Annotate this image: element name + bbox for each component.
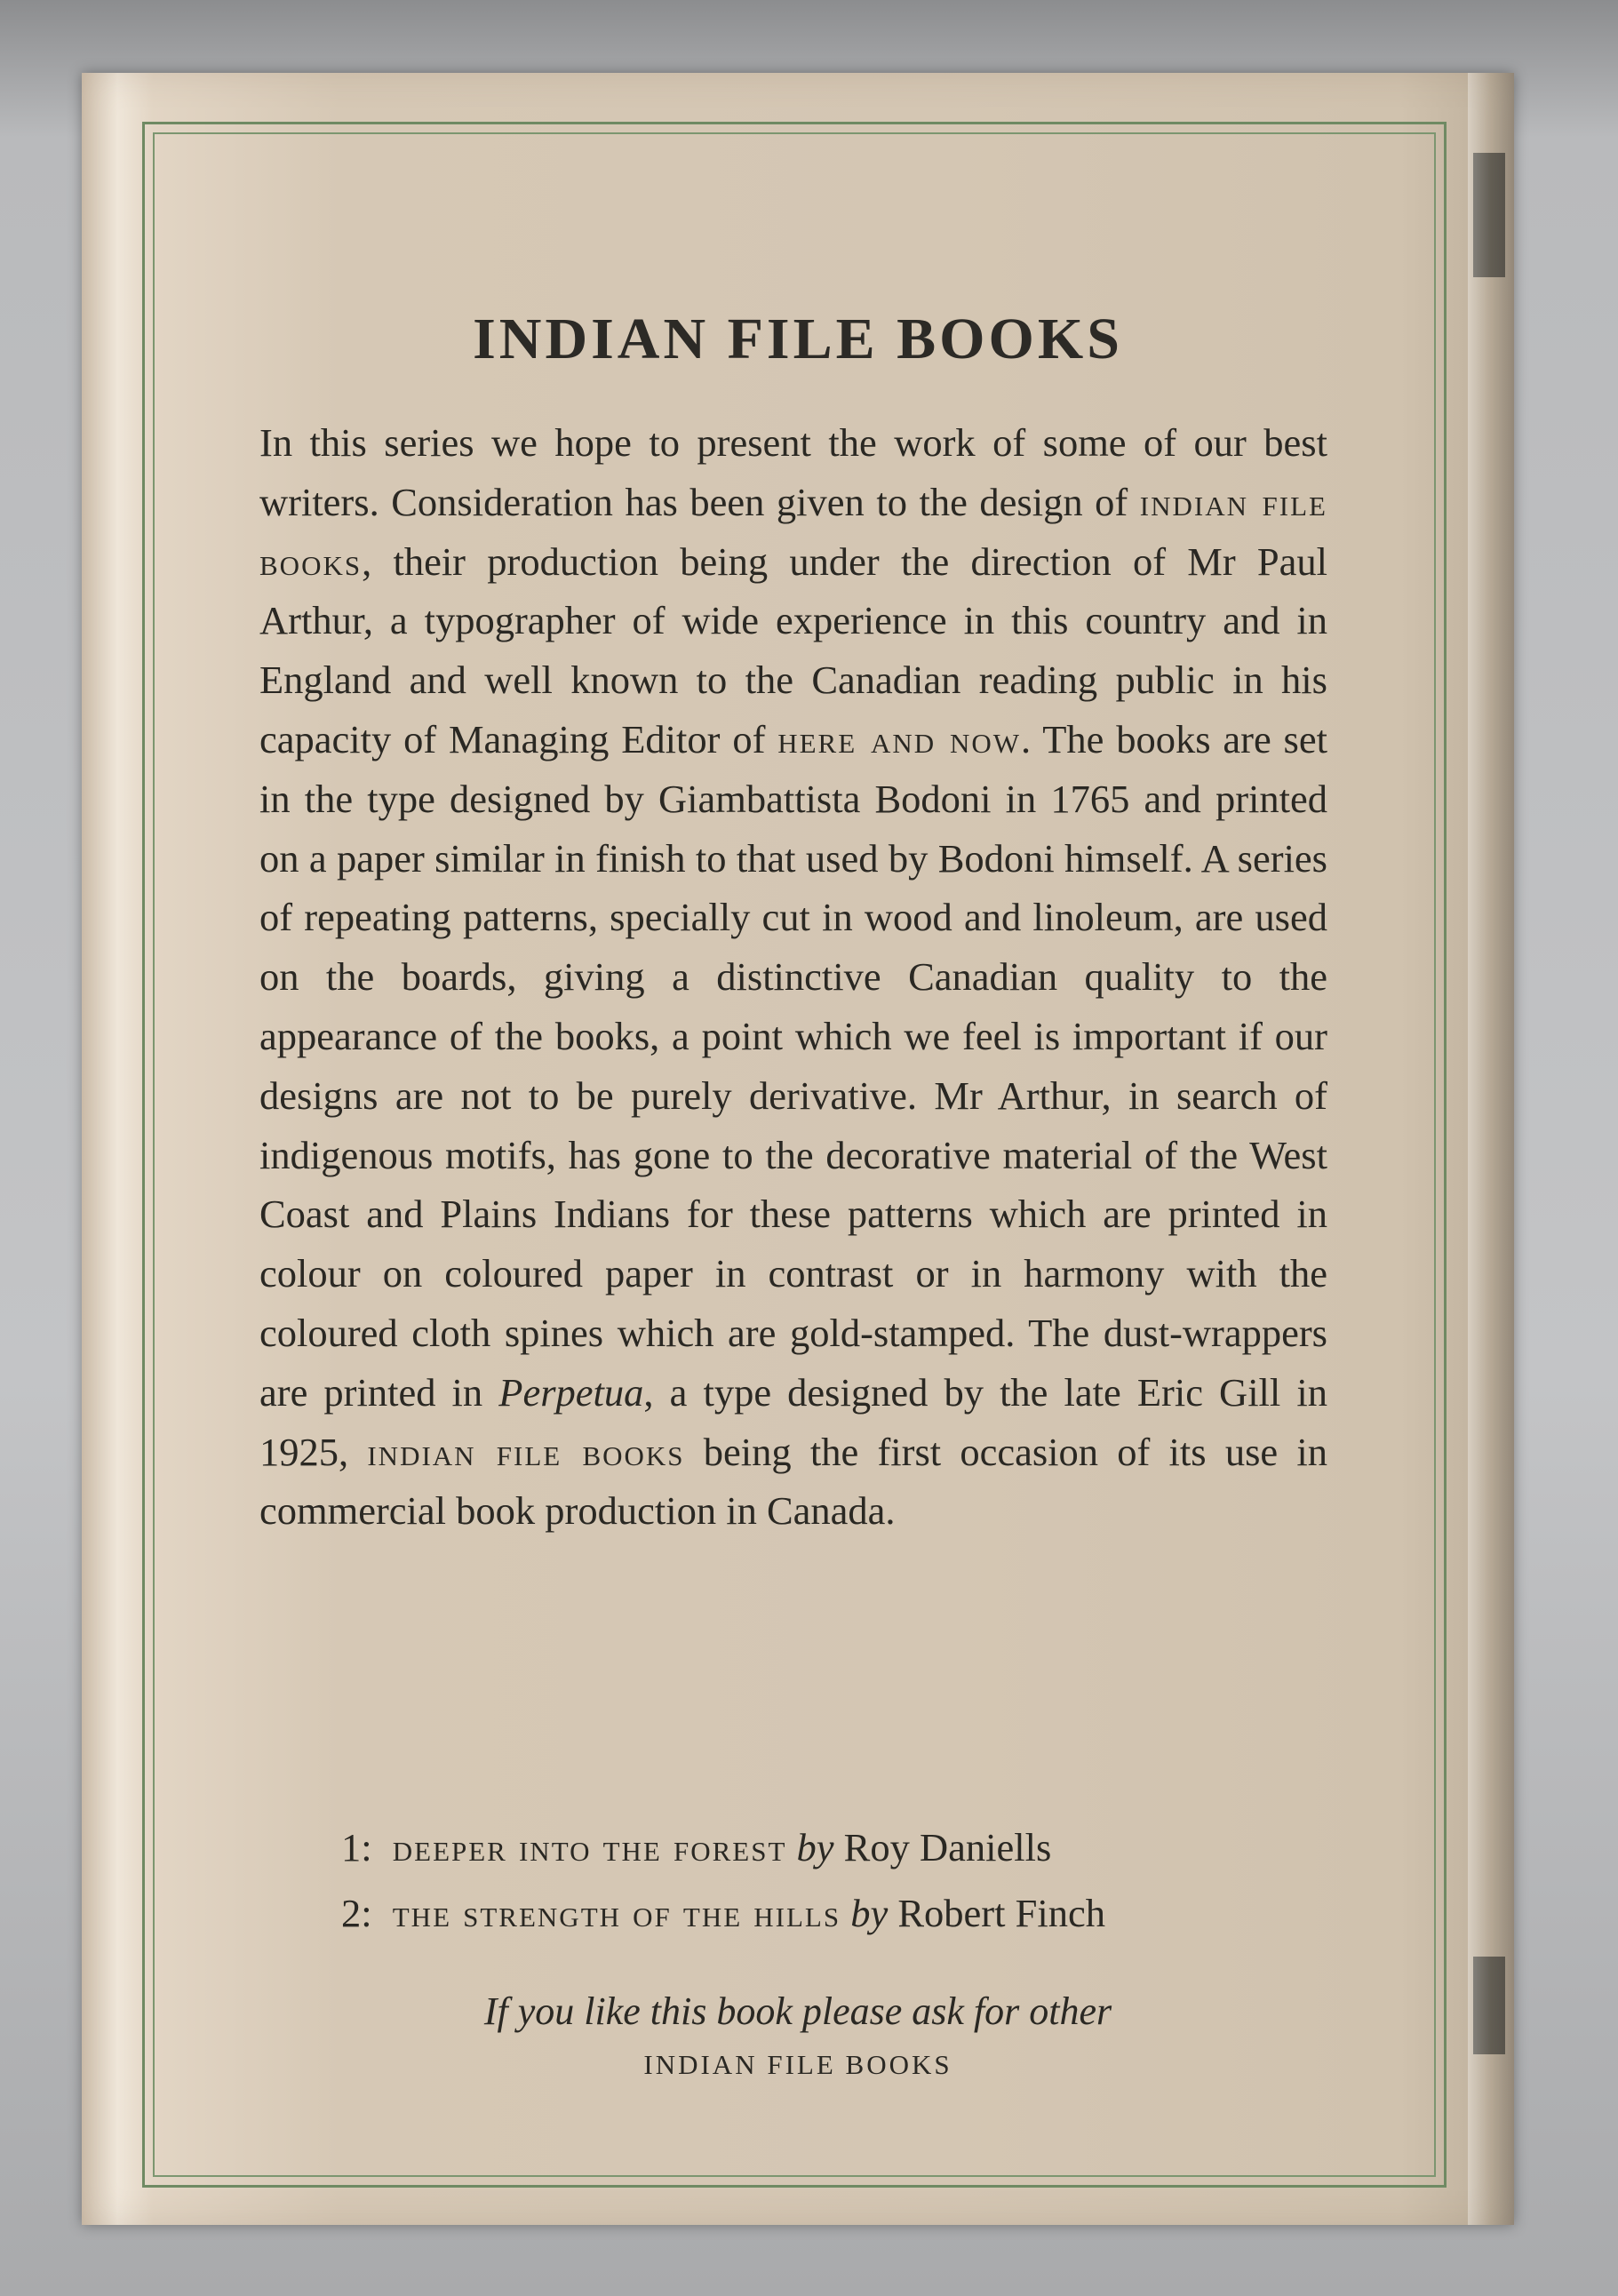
list-item — [341, 1880, 1105, 1946]
book-title: the strength of the hills — [392, 1891, 841, 1935]
book-title: deeper into the forest — [392, 1825, 787, 1869]
page-title: INDIAN FILE BOOKS — [473, 307, 1123, 371]
series-name: indian file books — [259, 479, 1327, 584]
body-text-run: In this series we hope to present the work of some of our best writers. Consideration has been given to the design of — [259, 420, 1327, 524]
book-number: 1: — [341, 1825, 372, 1869]
book-list — [341, 1814, 1105, 1946]
body-text-run: , their production being under the direction of Mr Paul Arthur, a typographer of wide experience in this country and in England and well known to the Canadian reading public in his capacity of Managing Editor of — [259, 538, 1327, 761]
magazine-name: here and now — [777, 716, 1022, 761]
closing-line: If you like this book please ask for other — [483, 1989, 1112, 2033]
spine-label-mark — [1473, 153, 1505, 277]
body-text-run: being the first occasion of its use in commercial book production in Canada. — [259, 1429, 1327, 1534]
closing-note — [82, 1985, 1514, 2092]
series-name: indian file books — [367, 1429, 685, 1474]
spine-label-mark — [1473, 1957, 1505, 2054]
book-by: by — [850, 1891, 889, 1935]
body-text-run: , a type designed by the late Eric Gill in 1925, — [259, 1369, 1327, 1474]
book-cover — [82, 73, 1514, 2225]
body-paragraph — [259, 413, 1327, 1541]
typeface-name: Perpetua — [498, 1369, 644, 1415]
book-by: by — [796, 1825, 834, 1869]
book-author: Roy Daniells — [843, 1825, 1052, 1869]
body-text-run: . The books are set in the type designed by Giambattista Bodoni in 1765 and printed on a paper similar in finish to that used by Bodoni himself. A series of repeating patterns, specially cut in wood and linoleum, are used on the boards, giving a distinctive Canadian quality to the appearance of the books, a point which we feel is important if our designs are not to be purely derivative. Mr Arthur, in search of indigenous motifs, has gone to the decorative material of the West Coast and Plains Indians for these patterns which are printed in colour on coloured paper in contrast or in harmony with the coloured cloth spines which are gold-stamped. The dust-wrappers are printed in — [259, 716, 1327, 1415]
book-number: 2: — [341, 1891, 372, 1935]
list-item — [341, 1814, 1105, 1880]
book-author: Robert Finch — [897, 1891, 1105, 1935]
closing-series-name: INDIAN FILE BOOKS — [643, 2049, 952, 2080]
